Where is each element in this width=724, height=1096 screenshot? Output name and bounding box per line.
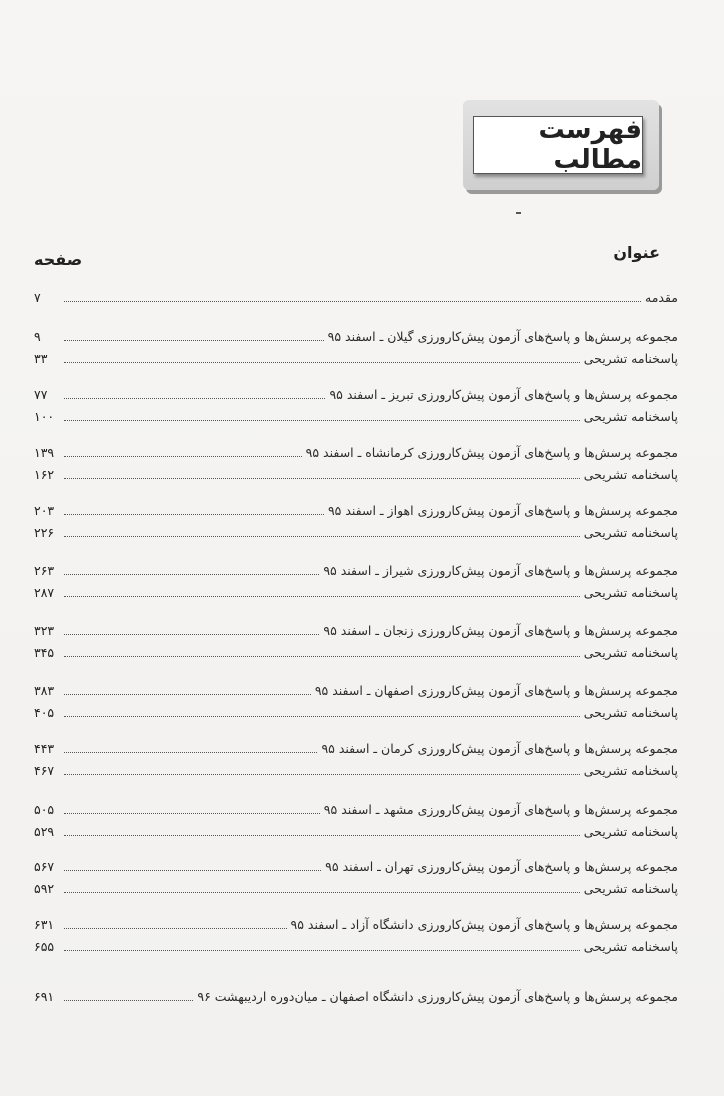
toc-entry-page: ۶۹۱ [34,989,55,1004]
dash-mark [516,212,521,214]
leader-dots [64,892,580,893]
toc-entry-title: پاسخنامه تشریحی [583,351,678,366]
page-title: فهرست مطالب [538,115,642,175]
toc-entry-title: مجموعه پرسش‌ها و پاسخ‌های آزمون پیش‌کارورزی کرمانشاه ـ اسفند ۹۵ [305,445,678,460]
toc-entry-title: پاسخنامه تشریحی [583,525,678,540]
toc-entry-title: پاسخنامه تشریحی [583,585,678,600]
leader-dots [64,813,320,814]
toc-entry[interactable] [34,797,678,819]
toc-group-tehran [34,854,678,898]
toc-entry[interactable] [34,984,678,1006]
toc-entry-page: ۱۶۲ [34,467,55,482]
leader-dots [64,340,324,341]
column-header-page: صفحه [34,250,83,269]
toc-group-mashhad [34,797,678,841]
leader-dots [64,478,580,479]
toc-entry[interactable] [34,462,678,484]
toc-entry[interactable] [34,854,678,876]
toc-entry-title: مجموعه پرسش‌ها و پاسخ‌های آزمون پیش‌کارورزی گیلان ـ اسفند ۹۵ [327,329,678,344]
toc-entry-page: ۷۷ [34,387,48,402]
leader-dots [64,870,321,871]
toc-entry-title: مجموعه پرسش‌ها و پاسخ‌های آزمون پیش‌کارورزی دانشگاه اصفهان ـ میان‌دوره اردیبهشت ۹۶ [197,989,678,1004]
toc-group-intro [34,285,678,307]
toc-entry-page: ۲۶۳ [34,563,55,578]
toc-group-zanjan [34,618,678,662]
toc-entry-title: پاسخنامه تشریحی [583,645,678,660]
leader-dots [64,1000,193,1001]
toc-entry[interactable] [34,285,678,307]
toc-entry[interactable] [34,404,678,426]
toc-entry[interactable] [34,736,678,758]
leader-dots [64,398,325,399]
toc-entry-page: ۹ [34,329,41,344]
toc-entry-page: ۶۵۵ [34,939,55,954]
leader-dots [64,574,319,575]
toc-entry[interactable] [34,580,678,602]
toc-entry[interactable] [34,618,678,640]
toc-entry-page: ۳۳ [34,351,48,366]
toc-entry-page: ۵۶۷ [34,859,55,874]
toc-entry[interactable] [34,346,678,368]
toc-entry-page: ۳۴۵ [34,645,55,660]
toc-group-ahvaz [34,498,678,542]
toc-entry[interactable] [34,382,678,404]
leader-dots [64,752,317,753]
leader-dots [64,514,324,515]
toc-group-kermanshah [34,440,678,484]
toc-entry-title: پاسخنامه تشریحی [583,881,678,896]
toc-entry-page: ۵۰۵ [34,802,55,817]
column-header-title: عنوان [613,243,660,262]
toc-entry-title: مقدمه [645,290,678,305]
toc-entry-page: ۷ [34,290,41,305]
toc-entry-title: مجموعه پرسش‌ها و پاسخ‌های آزمون پیش‌کارورزی اهواز ـ اسفند ۹۵ [327,503,678,518]
toc-entry[interactable] [34,912,678,934]
toc-group-shiraz [34,558,678,602]
toc-entry-page: ۲۸۷ [34,585,55,600]
toc-entry-page: ۵۹۲ [34,881,55,896]
toc-entry-title: مجموعه پرسش‌ها و پاسخ‌های آزمون پیش‌کارورزی تبریز ـ اسفند ۹۵ [329,387,678,402]
toc-entry[interactable] [34,498,678,520]
toc-entry-title: مجموعه پرسش‌ها و پاسخ‌های آزمون پیش‌کارورزی مشهد ـ اسفند ۹۵ [323,802,678,817]
toc-entry-title: پاسخنامه تشریحی [583,409,678,424]
toc-entry-title: پاسخنامه تشریحی [583,763,678,778]
toc-group-isfahan [34,678,678,722]
toc-entry[interactable] [34,700,678,722]
leader-dots [64,835,580,836]
toc-entry[interactable] [34,876,678,898]
toc-entry-title: مجموعه پرسش‌ها و پاسخ‌های آزمون پیش‌کارورزی کرمان ـ اسفند ۹۵ [321,741,678,756]
toc-entry-title: مجموعه پرسش‌ها و پاسخ‌های آزمون پیش‌کارورزی تهران ـ اسفند ۹۵ [325,859,678,874]
toc-entry[interactable] [34,558,678,580]
toc-entry-title: پاسخنامه تشریحی [583,705,678,720]
leader-dots [64,716,580,717]
leader-dots [64,950,580,951]
toc-entry-page: ۳۲۳ [34,623,55,638]
leader-dots [64,656,580,657]
toc-entry[interactable] [34,678,678,700]
leader-dots [64,362,580,363]
toc-entry-title: پاسخنامه تشریحی [583,467,678,482]
toc-entry-page: ۱۰۰ [34,409,55,424]
leader-dots [64,420,580,421]
leader-dots [64,634,319,635]
toc-group-tabriz [34,382,678,426]
toc-entry-page: ۱۳۹ [34,445,55,460]
toc-entry[interactable] [34,934,678,956]
leader-dots [64,456,302,457]
toc-entry-page: ۳۸۳ [34,683,55,698]
toc-entry-page: ۴۴۳ [34,741,55,756]
leader-dots [64,536,580,537]
toc-entry-page: ۲۰۳ [34,503,55,518]
heading-box [463,100,659,190]
toc-entry-page: ۴۰۵ [34,705,55,720]
toc-group-gilan [34,324,678,368]
toc-group-kerman [34,736,678,780]
toc-entry[interactable] [34,640,678,662]
toc-entry-title: مجموعه پرسش‌ها و پاسخ‌های آزمون پیش‌کارورزی دانشگاه آزاد ـ اسفند ۹۵ [290,917,678,932]
leader-dots [64,928,287,929]
toc-entry-page: ۲۲۶ [34,525,55,540]
leader-dots [64,774,580,775]
heading-frame [473,116,643,174]
leader-dots [64,694,311,695]
toc-entry-title: مجموعه پرسش‌ها و پاسخ‌های آزمون پیش‌کارورزی زنجان ـ اسفند ۹۵ [323,623,678,638]
toc-entry[interactable] [34,819,678,841]
toc-entry-page: ۵۲۹ [34,824,55,839]
toc-entry[interactable] [34,520,678,542]
toc-entry-page: ۴۶۷ [34,763,55,778]
leader-dots [64,301,641,302]
toc-entry[interactable] [34,440,678,462]
toc-entry-page: ۶۳۱ [34,917,55,932]
toc-entry-title: پاسخنامه تشریحی [583,824,678,839]
toc-entry-title: مجموعه پرسش‌ها و پاسخ‌های آزمون پیش‌کارورزی شیراز ـ اسفند ۹۵ [323,563,678,578]
toc-entry[interactable] [34,758,678,780]
toc-entry-title: مجموعه پرسش‌ها و پاسخ‌های آزمون پیش‌کارورزی اصفهان ـ اسفند ۹۵ [314,683,678,698]
toc-group-isfahan-university [34,984,678,1006]
toc-entry[interactable] [34,324,678,346]
toc-entry-title: پاسخنامه تشریحی [583,939,678,954]
leader-dots [64,596,580,597]
toc-group-azad [34,912,678,956]
